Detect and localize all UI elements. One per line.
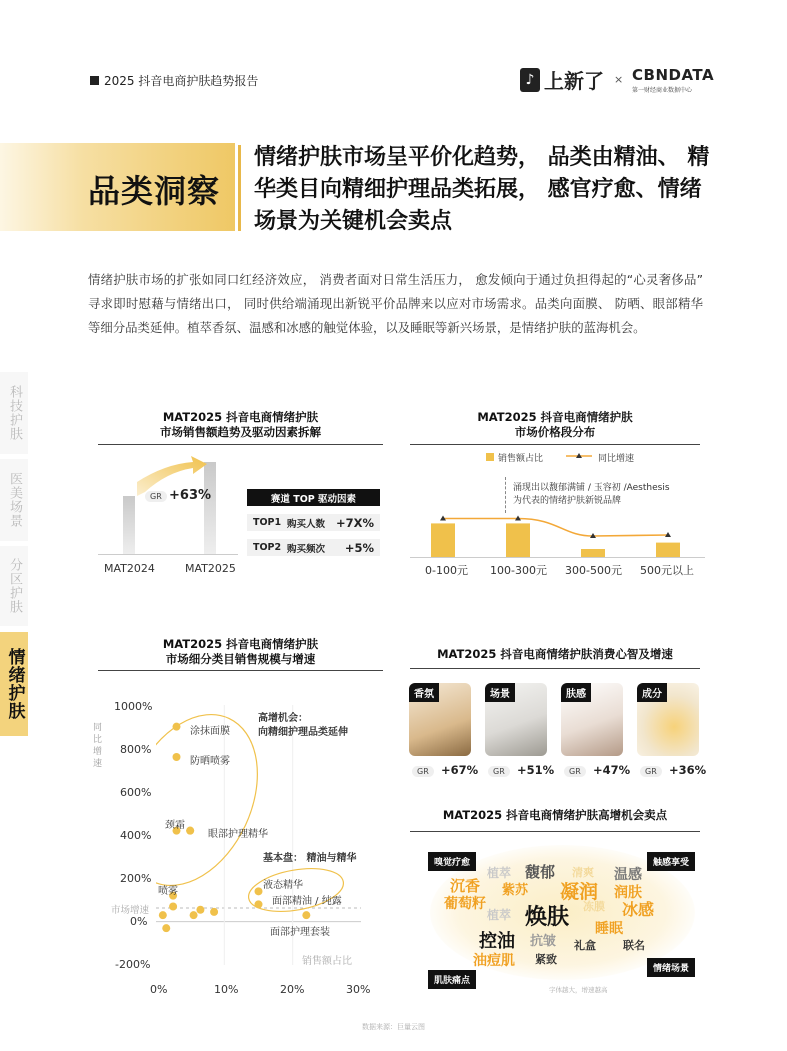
point-label: 颈霜 [165,820,185,831]
point-label: 喷雾 [158,886,178,897]
side-tab-label: 情绪护肤 [4,648,25,720]
point-label: 眼部护理精华 [208,829,268,840]
word: 紫苏 [502,883,529,898]
driver-rank: TOP2 [253,542,282,553]
xtick: 0% [150,983,168,996]
annotation-line2: 为代表的情绪护肤新锐品牌 [513,496,622,506]
price-tick: 500元以上 [640,564,694,577]
word: 焕肤 [525,905,570,930]
scatter-point [159,911,167,919]
chart2-divider [410,444,700,445]
chart3-xlabel: 销售额占比 [302,956,352,967]
word: 油痘肌 [473,953,515,969]
market-growth-label: 市场增速 [111,905,150,916]
legend-bar-swatch [486,453,494,461]
price-tick: 0-100元 [425,564,468,577]
ytick: 200% [120,872,152,885]
card-tag: 肤感 [561,683,591,702]
brand-name: 上新了 [544,69,604,93]
card-growth: +51% [517,763,555,777]
word: 清爽 [572,866,594,879]
growth-value: +63% [169,488,212,503]
word: 植萃 [487,908,512,922]
word: 沉香 [450,877,481,895]
ytick: 0% [130,915,148,928]
cbndata-subtitle: 第一财经商业数据中心 [632,87,693,94]
gr-badge: GR [412,766,434,777]
point-label: 涂抹面膜 [190,726,230,737]
card-tag: 成分 [637,683,667,702]
scatter-point [173,753,181,761]
section-title: 品类洞察 [88,172,221,210]
chart3-divider [98,670,383,671]
driver-name: 购买频次 [287,543,326,555]
xtick: 30% [346,983,371,996]
scatter-point [190,911,198,919]
scatter-point [173,723,181,731]
chart5-title: MAT2025 抖音电商情绪护肤高增机会卖点 [442,808,668,822]
tag-tactile-enjoyment: 触感享受 [647,852,695,871]
word: 凝润 [560,881,599,903]
body-paragraph: 情绪护肤市场的扩张如同口红经济效应， 消费者面对日常生活压力， 愈发倾向于通过负担得起的“心灵奢侈品” 寻求即时慰藉与情绪出口， 同时供给端涌现出新锐平价品牌来以应对市场需求。品类向面膜、 防晒、眼部精华等细分品类延伸。植萃香氛、温感和冰感的触觉体验，以及睡眠等新兴场景，是情绪护肤的蓝海机会。 [88,272,703,335]
xtick: 10% [214,983,239,996]
chart2-title [410,410,700,440]
chart4-title: MAT2025 抖音电商情绪护肤消费心智及增速 [437,647,673,661]
chart3-ylabel: 同比增速 [93,723,103,769]
ytick: 400% [120,829,152,842]
side-tab-label: 科技护肤 [7,385,22,441]
gr-badge: GR [488,766,510,777]
card-growth: +67% [441,763,479,777]
banner-divider [238,145,241,231]
price-bar [581,549,605,557]
point-label: 面部护理套装 [270,927,330,938]
card-tag: 场景 [485,683,515,702]
scatter-point [255,887,263,895]
opportunity-desc: 向精细护理品类延伸 [258,727,348,738]
scatter-point [162,924,170,932]
chart1-title [98,410,383,440]
chart3-title-line2: 市场细分类目销售规模与增速 [165,652,316,666]
price-distribution-chart [410,500,705,560]
word: 葡萄籽 [444,896,486,912]
headline: 情绪护肤市场呈平价化趋势， 品类由精油、 精华类目向精细护理品类拓展， 感官疗愈、情绪场景为关键机会卖点 [254,145,710,234]
opportunity-title: 高增机会： [258,713,308,724]
word: 冻膜 [583,900,605,913]
driver-value: +7X% [335,515,374,530]
card-tag: 香氛 [409,683,439,702]
chart1-divider [98,444,383,445]
ytick: 1000% [114,700,153,713]
driver-name: 购买人数 [287,518,326,530]
scatter-point [169,903,177,911]
chart3-title [98,637,383,667]
gr-badge: GR [640,766,662,777]
word: 植萃 [487,866,512,880]
base-note: 基本盘： 精油与精华 [263,853,357,864]
chart2-title-line2: 市场价格段分布 [514,425,596,439]
growth-line [443,519,668,537]
point-label: 液态精华 [263,880,303,891]
chart1-title-line1: MAT2025 抖音电商情绪护肤 [162,410,319,424]
price-bar [431,523,455,557]
ingredient-card [637,683,699,756]
gr-badge: GR [145,491,167,502]
tag-emotional-scenes: 情绪场景 [647,958,695,977]
header-square-icon [90,76,99,85]
side-tab-tech-skincare[interactable] [0,372,28,454]
price-tick: 100-300元 [490,564,547,577]
side-tab-zone-skincare[interactable] [0,546,28,626]
word: 控油 [479,931,515,952]
word: 紧致 [535,953,557,966]
scatter-point [210,908,218,916]
ytick: 800% [120,743,152,756]
scatter-point [302,911,310,919]
driver-table-header: 赛道 TOP 驱动因素 [247,489,380,506]
ytick: 600% [120,786,152,799]
word: 温感 [614,867,642,883]
point-label: 防晒喷雾 [190,756,230,767]
chart2-baseline [410,557,705,558]
chart1-baseline [98,554,238,555]
scent-card [409,683,471,756]
word: 礼盒 [574,939,596,952]
chart3-title-line1: MAT2025 抖音电商情绪护肤 [162,637,319,651]
legend-line-swatch [566,451,592,461]
annotation-line1: 涌现出以馥郁满铺 / 玉容初 /Aesthesis [513,483,670,493]
legend-line-label: 同比增速 [598,454,635,464]
tag-olfactory-healing: 嗅觉疗愈 [428,852,476,871]
chart4-divider [410,668,700,669]
word: 联名 [623,939,645,952]
opportunity-note [258,712,348,740]
bar-mat2024 [123,496,135,554]
price-bar [656,543,680,557]
brand-logo [520,65,604,94]
chart1-title-line2: 市场销售额趋势及驱动因素拆解 [160,425,321,439]
gr-badge: GR [564,766,586,777]
cbndata-logo: CBNDATA [632,66,715,84]
word: 冰感 [622,900,655,919]
side-tab-label: 医美场景 [7,472,22,528]
scatter-point [255,900,263,908]
word: 馥郁 [525,863,556,881]
price-tick: 300-500元 [565,564,622,577]
scene-card [485,683,547,756]
point-label: 面部精油 / 纯露 [272,896,342,907]
skin-feel-card [561,683,623,756]
x-label-mat2024: MAT2024 [104,562,155,575]
scatter-point [186,827,194,835]
wordcloud-note: 字体越大，增速越高 [549,986,608,994]
footer-source: 数据来源：巨量云图 [362,1023,425,1031]
driver-row-1 [247,514,380,531]
scatter-point [196,906,204,914]
word: 润肤 [614,885,642,901]
price-bar [506,523,530,557]
report-title: 2025 抖音电商护肤趋势报告 [104,74,259,88]
card-growth: +36% [669,763,707,777]
ytick: -200% [115,958,151,971]
brand-separator: × [614,73,624,86]
card-growth: +47% [593,763,631,777]
xtick: 20% [280,983,305,996]
chart5-divider [410,831,700,832]
driver-rank: TOP1 [253,517,282,528]
side-tab-label: 分区护肤 [7,558,22,614]
side-tab-emotional-skincare[interactable] [0,632,28,736]
word: 抗皱 [530,934,557,949]
x-label-mat2025: MAT2025 [185,562,236,575]
driver-row-2 [247,539,380,556]
side-tab-medical-beauty[interactable] [0,459,28,541]
driver-value: +5% [344,540,374,555]
tag-skin-pain-points: 肌肤痛点 [428,970,476,989]
chart2-title-line1: MAT2025 抖音电商情绪护肤 [477,410,633,424]
word: 睡眠 [595,921,623,937]
legend-bar-label: 销售额占比 [498,454,544,464]
music-note-icon: ♪ [520,68,540,92]
